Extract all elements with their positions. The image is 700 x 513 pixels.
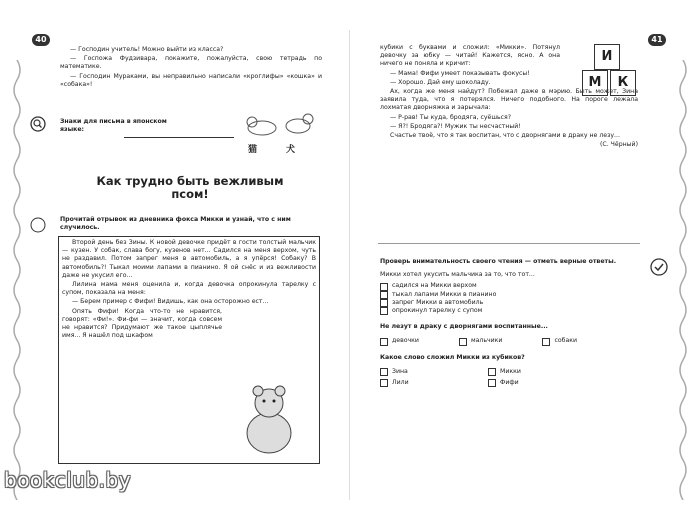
story-paragraph: Ах, когда же меня найдут? Побежал даже в мэрию. Быть может, Зина заявила туда, что я потерялся. Ничего подобного. На пороге лежала лохматая дворняжка и зарычала: (380, 88, 638, 112)
letter-block: И (594, 44, 620, 70)
letter-block: К (610, 70, 636, 96)
option-label: мальчики (470, 337, 503, 345)
wavy-border-left (10, 60, 24, 500)
page-spine (349, 30, 350, 500)
checkbox[interactable] (459, 338, 467, 346)
intro-dialogue (60, 46, 322, 90)
option-label: девочки (392, 337, 419, 345)
signature: (С. Чёрный) (599, 141, 638, 149)
question-1: Микки хотел укусить мальчика за то, что тот... (380, 271, 535, 279)
watermark: bookclub.by (4, 468, 132, 492)
story-paragraph: — Берем пример с Фифи! Видишь, как она осторожно ест... (72, 298, 269, 306)
story-paragraph: — Я?! Бродяга?! Мужик ты несчастный! (390, 122, 521, 130)
option-label: собаки (554, 337, 577, 345)
checkbox[interactable] (380, 379, 388, 387)
cat-dog-illustration (240, 110, 320, 140)
checkbox[interactable] (488, 379, 496, 387)
intro-line: — Господин учитель! Можно выйти из класса? (70, 46, 224, 53)
bear-illustration (238, 385, 300, 455)
option-label: садился на Микки верхом (392, 282, 477, 290)
story-paragraph: кубики с буквами и сложил: «Микки». Потянул девочку за юбку — читай! Кажется, ясно. А она ничего не поняла и кричит: (380, 44, 560, 68)
answer-option[interactable] (459, 337, 503, 345)
story-paragraph: — Мама! Фифи умеет показывать фокусы! (390, 69, 530, 77)
divider (378, 243, 640, 244)
page-number: 40 (32, 34, 50, 46)
japanese-label: Знаки для письма в японском языке: (60, 118, 167, 134)
answer-option[interactable] (380, 337, 419, 345)
option-label: запрег Микки в автомобиль (392, 298, 484, 306)
option-label: опрокинул тарелку с супом (392, 307, 483, 315)
task-text: Прочитай отрывок из дневника фокса Микки и узнай, что с ним случилось. (60, 216, 291, 232)
story-paragraph: — Р-рав! Ты куда, бродяга, суёшься? (390, 113, 512, 121)
intro-line: — Господин Мураками, вы неправильно написали «кроглифы» «кошка» и «собака»! (60, 72, 322, 88)
checkbox[interactable] (542, 338, 550, 346)
question-3: Какое слово сложил Микки из кубиков? (380, 353, 525, 361)
option-label: Лили (392, 379, 409, 387)
answer-option[interactable] (542, 337, 577, 345)
option-label: Фифи (500, 379, 519, 387)
story-paragraph: Опять Фифи! Когда что-то не нравится, говорят: «Фи!». Фи-фи — значит, когда совсем не нравится? Придумают же такое цыплячье имя... Я нашёл под шкафом (62, 307, 222, 340)
option-label: тыкал лапами Микки в пианино (392, 290, 497, 298)
q2-options (380, 337, 642, 345)
checkbox[interactable] (380, 338, 388, 346)
underline (124, 137, 234, 138)
story-paragraph: Второй день без Зины. К новой девочке придёт в гости толстый мальчик — кузен. У собак, слава богу, кузенов нет... Садился на меня верхом, чуть не раздавил. Потом запрег меня в автомобиль, а я упёрся! Собаку? В автомобиль?! Тыкал моими лапами в пианино. Я ой снёс и из вежливости даже не укусил его... (62, 239, 316, 279)
checkbox[interactable] (488, 368, 496, 376)
page-number: 41 (648, 34, 666, 46)
story-paragraph: — Хорошо. Дай ему шоколаду. (390, 78, 491, 86)
check-title: Проверь внимательность своего чтения — отметь верные ответы. (380, 258, 617, 265)
checkbox[interactable] (380, 368, 388, 376)
checkbox[interactable] (380, 283, 388, 291)
japanese-char: 犬 (286, 145, 296, 155)
page-title: Как трудно быть вежливым псом! (96, 174, 284, 201)
checkmark-icon (650, 258, 668, 276)
checkbox[interactable] (380, 291, 388, 299)
letter-block: М (582, 70, 608, 96)
q3-options (380, 368, 642, 387)
answer-option[interactable] (488, 379, 596, 387)
intro-line: — Госпожа Фудзивара, покажите, пожалуйста, свою тетрадь по математике. (60, 55, 322, 71)
answer-option[interactable] (380, 291, 642, 299)
japanese-char: 猫 (248, 145, 258, 155)
magnifier-icon (30, 217, 46, 233)
answer-option[interactable] (380, 307, 642, 315)
answer-option[interactable] (488, 368, 596, 376)
right-page (350, 0, 700, 513)
quiz (380, 258, 642, 387)
checkbox[interactable] (380, 307, 388, 315)
wavy-border-right (676, 60, 690, 500)
answer-option[interactable] (380, 282, 642, 290)
answer-option[interactable] (380, 368, 488, 376)
option-label: Микки (500, 367, 521, 375)
story-paragraph: Счастье твоё, что я так воспитан, что с дворнягами в драку не лезу... (390, 132, 620, 140)
answer-option[interactable] (380, 379, 488, 387)
answer-option[interactable] (380, 299, 642, 307)
story-paragraph: Лилина мама меня оценила и, когда девочка опрокинула тарелку с супом, показала на меня: (62, 281, 316, 297)
checkbox[interactable] (380, 299, 388, 307)
magnifier-icon (30, 116, 46, 132)
option-label: Зина (392, 367, 408, 375)
question-2: Не лезут в драку с дворнягами воспитанные... (380, 323, 548, 331)
